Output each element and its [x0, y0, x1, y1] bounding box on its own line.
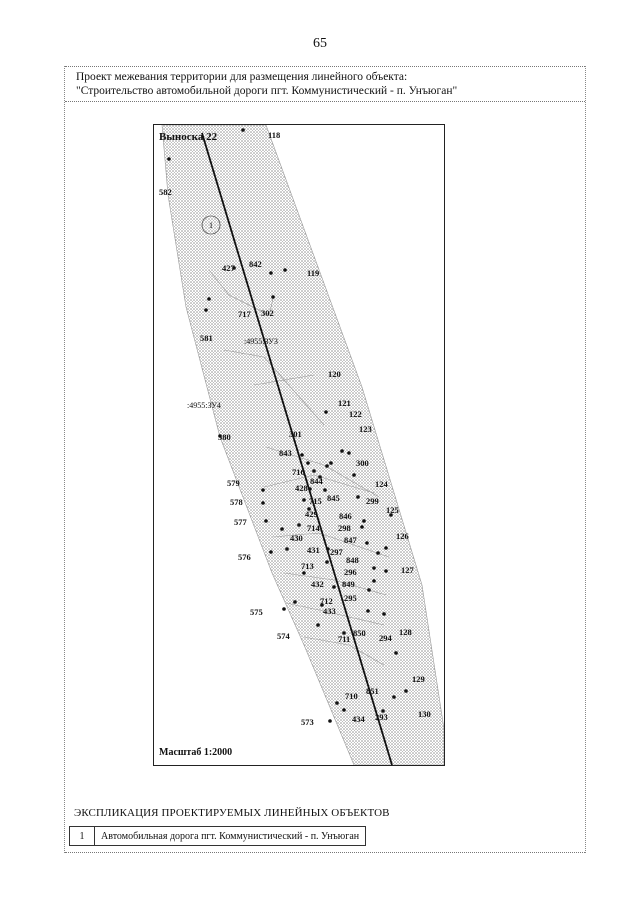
point-label-432: 432: [311, 579, 324, 589]
explication-table: [69, 826, 366, 846]
point-label-299: 299: [366, 496, 379, 506]
point-label-430: 430: [290, 533, 303, 543]
row-number: 1: [70, 827, 95, 846]
vertex-dot: [325, 560, 329, 564]
point-label-431: 431: [307, 545, 320, 555]
point-label-428: 428: [295, 483, 308, 493]
point-label-434: 434: [352, 714, 365, 724]
point-label-850: 850: [353, 628, 366, 638]
vertex-dot: [261, 488, 265, 492]
point-label-848: 848: [346, 555, 359, 565]
vertex-dot: [297, 523, 301, 527]
point-label-715: 715: [309, 496, 322, 506]
point-label-845: 845: [327, 493, 340, 503]
table-row: [70, 827, 366, 846]
point-label-574: 574: [277, 631, 290, 641]
point-label-582: 582: [159, 187, 172, 197]
vertex-dot: [308, 487, 312, 491]
vertex-dot: [204, 308, 208, 312]
header-rule-bottom: [65, 101, 585, 102]
vertex-dot: [269, 271, 273, 275]
header-rule-top: [65, 66, 585, 67]
corridor-area: [162, 125, 444, 765]
point-label-846: 846: [339, 511, 352, 521]
point-label-293: 293: [375, 712, 388, 722]
point-label-301: 301: [289, 429, 302, 439]
point-label-716: 716: [292, 467, 305, 477]
vertex-dot: [312, 469, 316, 473]
vertex-dot: [372, 579, 376, 583]
point-label-128: 128: [399, 627, 412, 637]
zone-label-zu3: :4955:ЗУ3: [244, 337, 278, 346]
map-scale: Масштаб 1:2000: [159, 747, 233, 758]
vertex-dot: [300, 453, 304, 457]
point-label-847: 847: [344, 535, 357, 545]
vertex-dot: [328, 719, 332, 723]
row-name: Автомобильная дорога пгт. Коммунистический - п. Унъюган: [95, 827, 366, 846]
vertex-dot: [271, 295, 275, 299]
point-label-118: 118: [268, 130, 281, 140]
vertex-dot: [360, 525, 364, 529]
point-label-575: 575: [250, 607, 263, 617]
vertex-dot: [376, 551, 380, 555]
point-label-129: 129: [412, 674, 425, 684]
vertex-dot: [372, 566, 376, 570]
page-border-right: [585, 66, 586, 853]
vertex-dot: [261, 501, 265, 505]
vertex-dot: [293, 600, 297, 604]
point-label-122: 122: [349, 409, 362, 419]
point-label-300: 300: [356, 458, 369, 468]
point-label-427: 427: [222, 263, 235, 273]
point-label-130: 130: [418, 709, 431, 719]
project-title-line1: Проект межевания территории для размещения линейного объекта:: [76, 71, 408, 83]
vertex-dot: [306, 461, 310, 465]
vertex-dot: [329, 461, 333, 465]
vertex-dot: [392, 695, 396, 699]
point-label-125: 125: [386, 505, 399, 515]
zone-label-zu4: :4955:ЗУ4: [187, 401, 221, 410]
vertex-dot: [384, 546, 388, 550]
point-label-302: 302: [261, 308, 274, 318]
point-label-124: 124: [375, 479, 388, 489]
vertex-dot: [347, 451, 351, 455]
vertex-dot: [269, 550, 273, 554]
vertex-dot: [384, 569, 388, 573]
footer-rule: [65, 852, 585, 853]
point-label-842: 842: [249, 259, 262, 269]
vertex-dot: [382, 612, 386, 616]
point-label-578: 578: [230, 497, 243, 507]
vertex-dot: [207, 297, 211, 301]
vertex-dot: [316, 623, 320, 627]
point-label-714: 714: [307, 523, 320, 533]
vertex-dot: [167, 157, 171, 161]
vertex-dot: [356, 495, 360, 499]
vertex-dot: [285, 547, 289, 551]
map-callout: [153, 124, 445, 766]
point-label-713: 713: [301, 561, 314, 571]
point-label-580: 580: [218, 432, 231, 442]
page-border-left: [64, 66, 65, 853]
vertex-dot: [332, 585, 336, 589]
point-label-849: 849: [342, 579, 355, 589]
vertex-dot: [352, 473, 356, 477]
callout-title: Выноска 22: [159, 131, 218, 143]
vertex-dot: [302, 498, 306, 502]
point-label-126: 126: [396, 531, 409, 541]
point-label-298: 298: [338, 523, 351, 533]
project-title: [76, 70, 596, 98]
point-label-294: 294: [379, 633, 392, 643]
vertex-dot: [340, 449, 344, 453]
project-title-line2: "Строительство автомобильной дороги пгт. Коммунистический - п. Унъюган": [76, 85, 458, 97]
page-number: 65: [313, 36, 327, 51]
vertex-dot: [404, 689, 408, 693]
point-label-711: 711: [338, 634, 351, 644]
road-number-label: 1: [209, 221, 213, 230]
point-label-844: 844: [310, 476, 323, 486]
point-label-717: 717: [238, 309, 251, 319]
vertex-dot: [264, 519, 268, 523]
vertex-dot: [335, 701, 339, 705]
point-label-710: 710: [345, 691, 358, 701]
point-label-573: 573: [301, 717, 314, 727]
point-label-429: 429: [305, 509, 318, 519]
point-label-581: 581: [200, 333, 213, 343]
point-label-433: 433: [323, 606, 336, 616]
point-label-127: 127: [401, 565, 414, 575]
point-label-295: 295: [344, 593, 357, 603]
point-label-121: 121: [338, 398, 351, 408]
point-label-851: 851: [366, 686, 379, 696]
vertex-dot: [365, 541, 369, 545]
explication-title: ЭКСПЛИКАЦИЯ ПРОЕКТИРУЕМЫХ ЛИНЕЙНЫХ ОБЪЕКТОВ: [74, 807, 390, 819]
vertex-dot: [362, 519, 366, 523]
point-label-576: 576: [238, 552, 251, 562]
vertex-dot: [283, 268, 287, 272]
point-label-297: 297: [330, 547, 343, 557]
vertex-dot: [367, 588, 371, 592]
point-label-119: 119: [307, 268, 320, 278]
vertex-dot: [325, 464, 329, 468]
point-label-843: 843: [279, 448, 292, 458]
map-drawing: [154, 125, 444, 765]
point-label-123: 123: [359, 424, 372, 434]
point-label-712: 712: [320, 596, 333, 606]
vertex-dot: [324, 410, 328, 414]
vertex-dot: [280, 527, 284, 531]
point-label-577: 577: [234, 517, 247, 527]
point-label-296: 296: [344, 567, 357, 577]
vertex-dot: [323, 488, 327, 492]
point-label-120: 120: [328, 369, 341, 379]
point-label-579: 579: [227, 478, 240, 488]
vertex-dot: [366, 609, 370, 613]
vertex-dot: [241, 128, 245, 132]
vertex-dot: [342, 708, 346, 712]
vertex-dot: [282, 607, 286, 611]
vertex-dot: [302, 571, 306, 575]
vertex-dot: [394, 651, 398, 655]
